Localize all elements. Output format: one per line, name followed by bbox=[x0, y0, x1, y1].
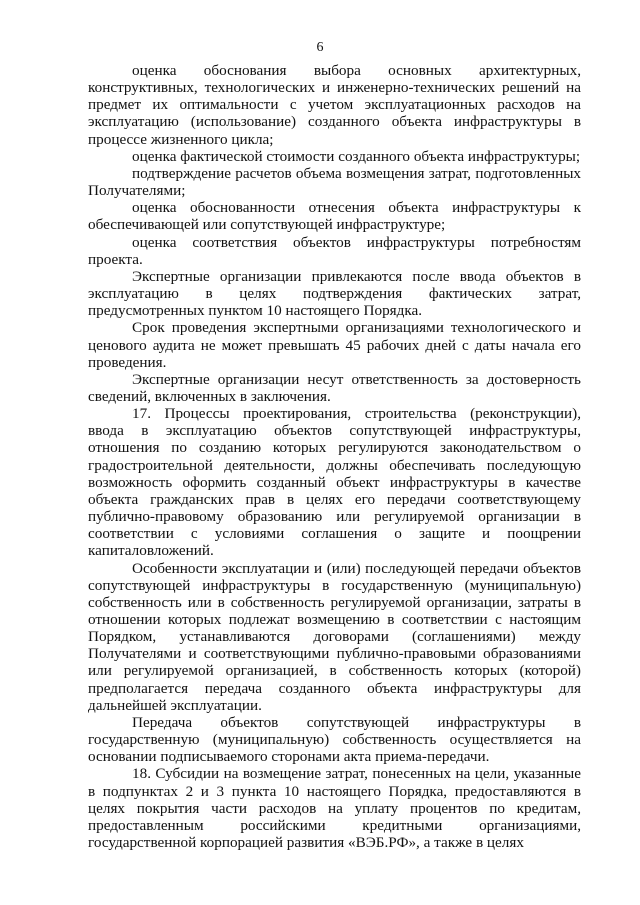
paragraph: 17. Процессы проектирования, строительства (реконструкции), ввода в эксплуатацию объектов сопутствующей инфраструктуры, отношения по созданию которых регулируются законодательством о градостроительной деятельности, должны обеспечивать последующую возможность оформить созданный объект инфраструктуры в качестве объекта гражданских прав в целях его передачи соответствующему публично-правовому образованию или регулируемой организации в соответствии с условиями соглашения о защите и поощрении капиталовложений. bbox=[88, 405, 581, 560]
paragraph: 18. Субсидии на возмещение затрат, понесенных на цели, указанные в подпунктах 2 и 3 пункта 10 настоящего Порядка, предоставляются в целях покрытия части расходов на уплату процентов по кредитам, предоставленным российскими кредитными организациями, государственной корпорацией развития «ВЭБ.РФ», а также в целях bbox=[88, 765, 581, 852]
paragraph: Экспертные организации несут ответственность за достоверность сведений, включенных в заключения. bbox=[88, 370, 581, 405]
paragraph: оценка обоснования выбора основных архитектурных, конструктивных, технологических и инженерно-технических решений на предмет их оптимальности с учетом эксплуатационных расходов на эксплуатацию (использование) созданного объекта инфраструктуры в процессе жизненного цикла; bbox=[88, 62, 581, 148]
paragraph: подтверждение расчетов объема возмещения затрат, подготовленных Получателями; bbox=[88, 164, 581, 200]
paragraph: оценка фактической стоимости созданного объекта инфраструктуры; bbox=[132, 147, 581, 165]
paragraph: Передача объектов сопутствующей инфраструктуры в государственную (муниципальную) собственность осуществляется на основании подписываемого сторонами акта приема-передачи. bbox=[88, 713, 581, 766]
paragraph: Срок проведения экспертными организациями технологического и ценового аудита не может превышать 45 рабочих дней с даты начала его проведения. bbox=[88, 319, 581, 371]
page-number: 6 bbox=[316, 40, 324, 55]
paragraph: оценка обоснованности отнесения объекта инфраструктуры к обеспечивающей или сопутствующей инфраструктуре; bbox=[88, 199, 581, 234]
paragraph: Особенности эксплуатации и (или) последующей передачи объектов сопутствующей инфраструктуры в государственную (муниципальную) собственность или в собственность регулируемой организации, затраты в отношении которых подлежат возмещению в соответствии с настоящим Порядком, устанавливаются договорами (соглашениями) между Получателями и соответствующими публично-правовыми образованиями или регулируемой организацией, в собственность которых (которой) предполагается передача созданного объекта инфраструктуры для дальнейшей эксплуатации. bbox=[88, 559, 581, 714]
paragraph: Экспертные организации привлекаются после ввода объектов в эксплуатацию в целях подтверждения фактических затрат, предусмотренных пунктом 10 настоящего Порядка. bbox=[88, 267, 581, 320]
document-body bbox=[88, 62, 581, 851]
paragraph: оценка соответствия объектов инфраструктуры потребностям проекта. bbox=[88, 233, 581, 268]
